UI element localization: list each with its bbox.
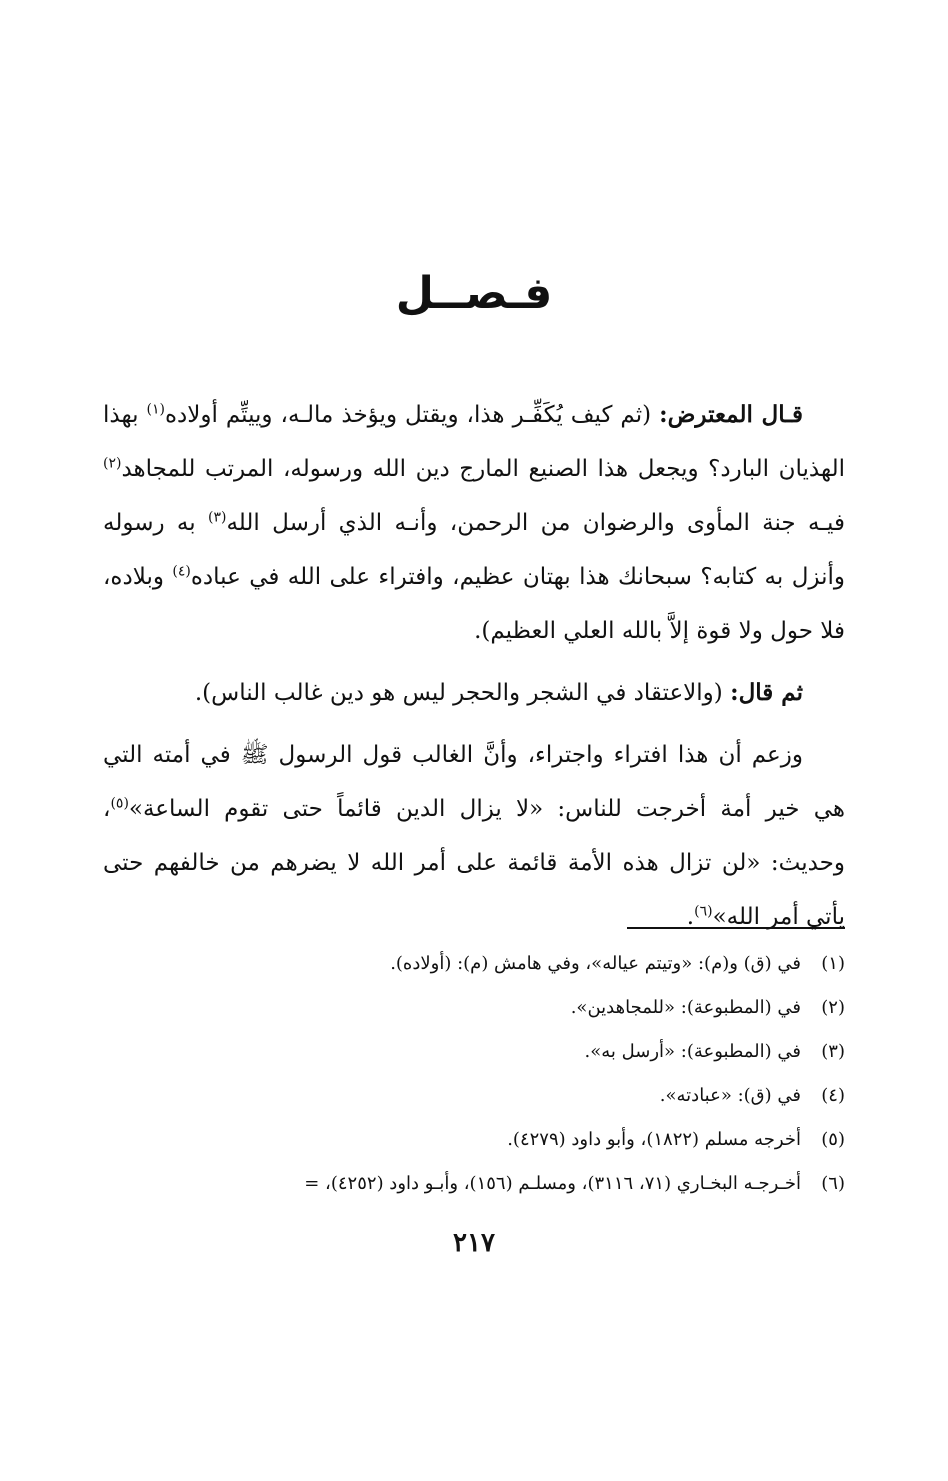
footnote-ref: (٤) bbox=[172, 563, 191, 580]
paragraph-text: وزعم أن هذا افتراء واجتراء، وأنَّ الغالب قول الرسول ﷺ في أمته التي هي خير أمة أخرجت للناس: «لا يزال الدين قائماً حتى تقوم الساعة» bbox=[103, 742, 845, 822]
paragraph-text: ، وحديث: «لن تزال هذه الأمة قائمة على أمر الله لا يضرهم من خالفهم حتى يأتي أمر الله» bbox=[103, 796, 845, 930]
footnote bbox=[103, 986, 845, 1030]
footnote-divider bbox=[627, 927, 845, 929]
footnote bbox=[103, 942, 845, 986]
footnote-number: (١) bbox=[821, 953, 845, 974]
footnote-number: (٣) bbox=[821, 1041, 845, 1062]
footnote bbox=[103, 1162, 845, 1206]
footnote-ref: (١) bbox=[146, 401, 165, 418]
paragraph-lead: قـال المعترض: bbox=[659, 401, 803, 428]
paragraph-claim bbox=[103, 728, 845, 944]
footnote-text: أخرجه مسلم (١٨٢٢)، وأبو داود (٤٢٧٩). bbox=[507, 1129, 801, 1150]
footnote-ref: (٢) bbox=[103, 455, 122, 472]
paragraph-text: بهذا الهذيان البارد؟ ويجعل هذا الصنيع المارج دين الله ورسوله، المرتب للمجاهد bbox=[103, 402, 845, 482]
footnote-text: في (المطبوعة): «أرسل به». bbox=[584, 1041, 801, 1062]
footnote-number: (٥) bbox=[821, 1129, 845, 1150]
footnote-text: أخـرجـه البخـاري (٧١، ٣١١٦)، ومسلـم (١٥٦)، وأبـو داود (٤٢٥٢)، = bbox=[304, 1173, 801, 1194]
body-text bbox=[103, 388, 845, 952]
footnote-text: في (ق) و(م): «وتيتم عياله»، وفي هامش (م): (أولاده). bbox=[390, 953, 801, 974]
footnote bbox=[103, 1074, 845, 1118]
paragraph-objector bbox=[103, 388, 845, 658]
paragraph-text: فيـه جنة المأوى والرضوان من الرحمن، وأنـه الذي أرسل الله bbox=[226, 510, 845, 536]
footnote-text: في (ق): «عبادته». bbox=[659, 1085, 801, 1106]
footnote-number: (٢) bbox=[821, 997, 845, 1018]
footnote bbox=[103, 1030, 845, 1074]
page-number: ٢١٧ bbox=[453, 1228, 495, 1258]
footnotes bbox=[103, 942, 845, 1206]
paragraph-text: (والاعتقاد في الشجر والحجر ليس هو دين غالب الناس). bbox=[194, 680, 731, 706]
footnote bbox=[103, 1118, 845, 1162]
footnote-text: في (المطبوعة): «للمجاهدين». bbox=[570, 997, 801, 1018]
paragraph-lead: ثم قال: bbox=[730, 679, 803, 706]
footnote-ref: (٦) bbox=[694, 903, 713, 920]
footnote-number: (٦) bbox=[821, 1173, 845, 1194]
paragraph-text: (ثم كيف يُكَفِّـر هذا، ويقتل ويؤخذ مالـه، وييتِّم أولاده bbox=[164, 402, 660, 428]
footnote-ref: (٥) bbox=[110, 795, 129, 812]
paragraph-text: وبلاده، فلا حول ولا قوة إلاَّ بالله العلي العظيم). bbox=[103, 564, 845, 644]
footnote-number: (٤) bbox=[821, 1085, 845, 1106]
paragraph-text: به رسوله وأنزل به كتابه؟ سبحانك هذا بهتان عظيم، وافتراء على الله في عباده bbox=[103, 510, 845, 590]
footnote-ref: (٣) bbox=[208, 509, 227, 526]
paragraph-text: . bbox=[686, 904, 695, 930]
paragraph-then-said bbox=[103, 666, 845, 720]
section-title: فـصــل bbox=[395, 268, 553, 319]
